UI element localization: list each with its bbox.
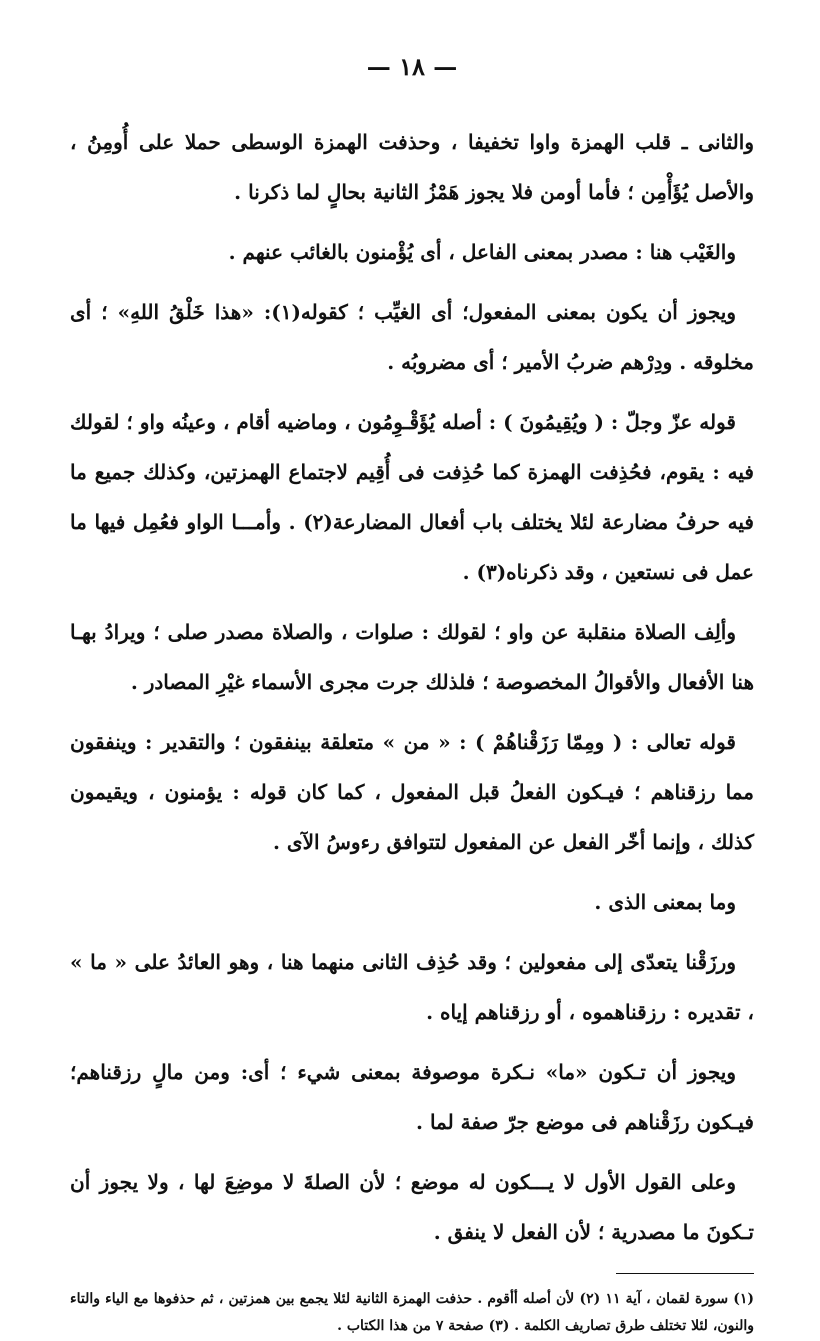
paragraph-9: ويجوز أن تـكون «ما» نـكرة موصوفة بمعنى شيء ؛ أى: ومن مالٍ رزقناهم؛ فيـكون رزَقْناهم فى موضع جرّ صفة لما . xyxy=(70,1060,754,1134)
paragraph-10: وعلى القول الأول لا يـــكون له موضع ؛ لأن الصلةَ لا موضِعَ لها ، ولا يجوز أن تـكونَ ما مصدرية ؛ لأن الفعل لا ينفق . xyxy=(70,1170,754,1244)
paragraph-8: ورزَقْنا يتعدّى إلى مفعولين ؛ وقد حُذِف الثانى منهما هنا ، وهو العائدُ على « ما » ، تقديره : رزقناهموه ، أو رزقناهم إياه . xyxy=(70,950,754,1024)
paragraph-2: والغَيْب هنا : مصدر بمعنى الفاعل ، أى يُؤْمنون بالغائب عنهم . xyxy=(228,240,736,264)
footnotes: (١) سورة لقمان ، آية ١١ (٢) لأن أصله أأقوم . حذفت الهمزة الثانية لئلا يجمع بين همزتين ، ثم حذفوها مع الياء والتاء والنون، لئلا تختلف طرق تصاريف الكلمة . (٣) صفحة ٧ من هذا الكتاب . xyxy=(70,1291,755,1334)
paragraph-3: ويجوز أن يكون بمعنى المفعول؛ أى الغيِّب ؛ كقوله(١): «هذا خَلْقُ اللهِ» ؛ أى مخلوقه . ودِرْهم ضربُ الأمير ؛ أى مضروبُه . xyxy=(70,300,754,374)
paragraph-7: وما بمعنى الذى . xyxy=(594,890,736,914)
paragraph-6: قوله تعالى : ( ومِمّا رَزَقْناهُمْ ) : « من » متعلقة بينفقون ؛ والتقدير : وينفقون مما رزقناهم ؛ فيـكون الفعلُ قبل المفعول ، كما كان قوله : يؤمنون ، ويقيمون كذلك ، وإنما أخّر الفعل عن المفعول لتتوافق رءوسُ الآى . xyxy=(70,730,754,854)
page-number: — ١٨ — xyxy=(366,52,458,81)
footnote-divider xyxy=(616,1273,754,1274)
paragraph-1: والثانى ـ قلب الهمزة واوا تخفيفا ، وحذفت الهمزة الوسطى حملا على أُومِنُ ، والأصل يُؤَأْمِن ؛ فأما أومن فلا يجوز هَمْزُ الثانية بحالٍ لما ذكرنا . xyxy=(70,130,754,204)
paragraph-4: قوله عزّ وجلّ : ( ويُقِيمُونَ ) : أصله يُؤَقْـوِمُون ، وماضيه أقام ، وعينُه واو ؛ لقولك فيه : يقوم، فحُذِفت الهمزة كما حُذِفت فى أُقِيم لاجتماع الهمزتين، وكذلك جميع ما فيه حرفُ مضارعة لئلا يختلف باب أفعال المضارعة(٢) . وأمـــا الواو فعُمِل فيها ما عمل فى نستعين ، وقد ذكرناه(٣) . xyxy=(70,410,754,584)
paragraph-5: وألِف الصلاة منقلبة عن واو ؛ لقولك : صلوات ، والصلاة مصدر صلى ؛ ويرادُ بهـا هنا الأفعال والأقوالُ المخصوصة ؛ فلذلك جرت مجرى الأسماء غيْرِ المصادر . xyxy=(70,620,754,694)
